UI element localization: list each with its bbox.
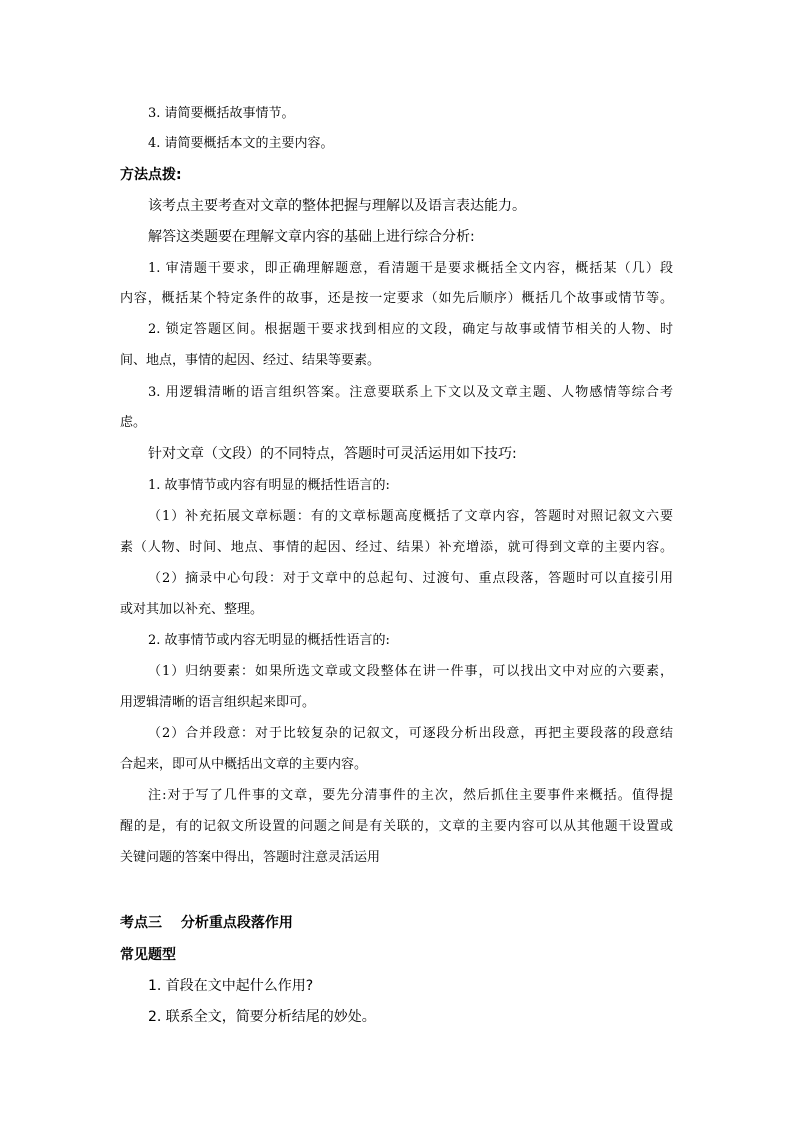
note-paragraph: 关键问题的答案中得出，答题时注意灵活运用 [120,850,381,865]
paragraph: （2）合并段意：对于比较复杂的记叙文，可逐段分析出段意，再把主要段落的段意结 [148,726,673,741]
paragraph: （1）归纳要素：如果所选文章或文段整体在讲一件事，可以找出文中对应的六要素， [148,664,673,679]
question-item: 4. 请简要概括本文的主要内容。 [148,136,334,151]
paragraph: 内容，概括某个特定条件的故事，还是按一定要求（如先后顺序）概括几个故事或情节等。 [120,291,673,306]
question-item: 2. 联系全文，简要分析结尾的妙处。 [148,1009,376,1025]
subheading: 2. 故事情节或内容无明显的概括性语言的: [148,633,390,648]
paragraph: （2）摘录中心句段：对于文章中的总起句、过渡句、重点段落，答题时可以直接引用 [148,571,673,586]
paragraph: 虑。 [120,415,147,430]
paragraph: 或对其加以补充、整理。 [120,602,264,617]
paragraph: （1）补充拓展文章标题：有的文章标题高度概括了文章内容，答题时对照记叙文六要 [148,509,673,524]
section-heading: 方法点拨: [120,167,182,183]
paragraph: 用逻辑清晰的语言组织起来即可。 [120,695,316,710]
question-item: 3. 请简要概括故事情节。 [148,106,295,121]
note-paragraph: 注:对于写了几件事的文章，要先分清事件的主次，然后抓住主要事件来概括。值得提 [148,788,673,803]
paragraph: 针对文章（文段）的不同特点，答题时可灵活运用如下技巧: [148,446,517,462]
section-heading: 常见题型 [120,947,176,963]
paragraph: 1. 审清题干要求，即正确理解题意，看清题干是要求概括全文内容，概括某（几）段 [148,261,673,276]
paragraph: 2. 锁定答题区间。根据题干要求找到相应的文段，确定与故事或情节相关的人物、时 [148,322,673,337]
paragraph: 合起来，即可从中概括出文章的主要内容。 [120,757,368,772]
paragraph: 解答这类题要在理解文章内容的基础上进行综合分析: [148,229,475,245]
question-item: 1. 首段在文中起什么作用? [148,978,314,994]
section-title: 考点三 分析重点段落作用 [120,915,293,931]
subheading: 1. 故事情节或内容有明显的概括性语言的: [148,478,390,493]
note-paragraph: 醒的是，有的记叙文所设置的问题之间是有关联的，文章的主要内容可以从其他题干设置或 [120,819,673,834]
paragraph: 该考点主要考查对文章的整体把握与理解以及语言表达能力。 [148,198,526,214]
paragraph: 间、地点，事情的起因、经过、结果等要素。 [120,353,381,368]
paragraph: 3. 用逻辑清晰的语言组织答案。注意要联系上下文以及文章主题、人物感情等综合考 [148,385,673,400]
paragraph: 素（人物、时间、地点、事情的起因、经过、结果）补充增添，就可得到文章的主要内容。 [120,540,673,555]
